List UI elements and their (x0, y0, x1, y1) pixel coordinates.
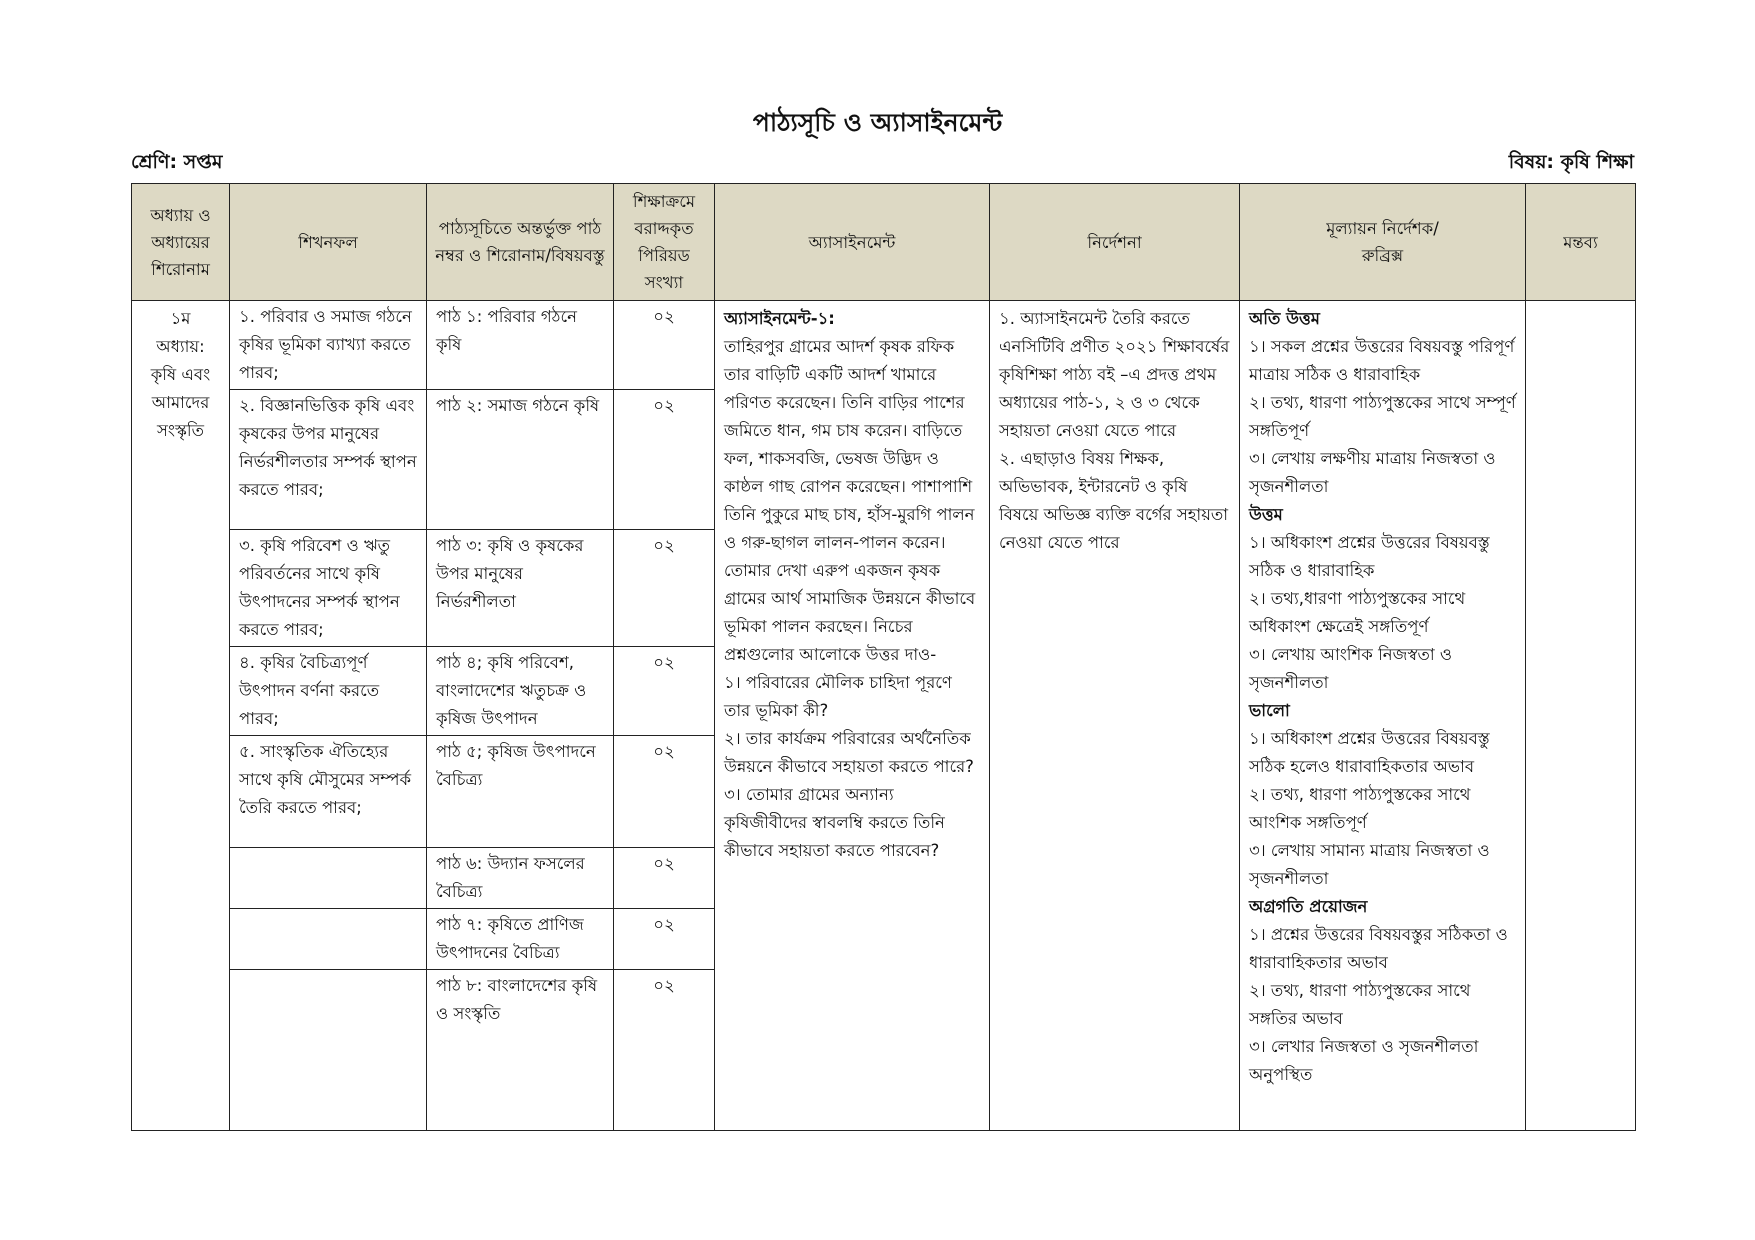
period-cell: ০২ (614, 970, 715, 1131)
lesson-cell: পাঠ ৬: উদ্যান ফসলের বৈচিত্র্য (427, 848, 614, 909)
header-rubric: মূল্যায়ন নির্দেশক/ রুব্রিক্স (1240, 184, 1526, 301)
outcome-cell: ৩. কৃষি পরিবেশ ও ঋতু পরিবর্তনের সাথে কৃষি উৎপাদনের সম্পর্ক স্থাপন করতে পারব; (230, 530, 427, 647)
rubric-criterion: ২। তথ্য,ধারণা পাঠ্যপুস্তকের সাথে অধিকাংশ ক্ষেত্রেই সঙ্গতিপূর্ণ (1249, 589, 1466, 636)
rubric-criterion: ১। অধিকাংশ প্রশ্নের উত্তরের বিষয়বস্তু সঠিক ও ধারাবাহিক (1249, 533, 1490, 580)
comment-cell (1526, 301, 1636, 1131)
rubric-level (1249, 893, 1516, 1089)
lesson-cell: পাঠ ৮: বাংলাদেশের কৃষি ও সংস্কৃতি (427, 970, 614, 1131)
instruction-cell: ১. অ্যাসাইনমেন্ট তৈরি করতে এনসিটিবি প্রণীত ২০২১ শিক্ষাবর্ষের কৃষিশিক্ষা পাঠ্য বই –এ প্রদত্ত প্রথম অধ্যায়ের পাঠ-১, ২ ও ৩ থেকে সহায়তা নেওয়া যেতে পারে ২. এছাড়াও বিষয় শিক্ষক, অভিভাবক, ইন্টারনেট ও কৃষি বিষয়ে অভিজ্ঞ ব্যক্তি বর্গের সহায়তা নেওয়া যেতে পারে (990, 301, 1240, 1131)
lesson-cell: পাঠ ২: সমাজ গঠনে কৃষি (427, 390, 614, 530)
outcome-cell (230, 848, 427, 909)
header-outcome: শিখনফল (230, 184, 427, 301)
period-cell: ০২ (614, 301, 715, 390)
assignment-heading: অ্যাসাইনমেন্ট-১: (724, 309, 835, 328)
period-cell: ০২ (614, 736, 715, 848)
page-title: পাঠ্যসূচি ও অ্যাসাইনমেন্ট (752, 108, 1003, 137)
outcome-cell: ৪. কৃষির বৈচিত্র্যপূর্ণ উৎপাদন বর্ণনা করতে পারব; (230, 647, 427, 736)
rubric-level (1249, 697, 1516, 893)
rubric-criterion: ২। তথ্য, ধারণা পাঠ্যপুস্তকের সাথে সঙ্গতির অভাব (1249, 981, 1471, 1028)
period-cell: ০২ (614, 530, 715, 647)
rubric-criterion: ৩। লেখায় সামান্য মাত্রায় নিজস্বতা ও সৃজনশীলতা (1249, 841, 1490, 888)
outcome-cell (230, 970, 427, 1131)
rubric-criterion: ৩। লেখায় আংশিক নিজস্বতা ও সৃজনশীলতা (1249, 645, 1452, 692)
period-cell: ০২ (614, 647, 715, 736)
period-cell: ০২ (614, 909, 715, 970)
outcome-cell: ২. বিজ্ঞানভিত্তিক কৃষি এবং কৃষকের উপর মানুষের নির্ভরশীলতার সম্পর্ক স্থাপন করতে পারব; (230, 390, 427, 530)
outcome-cell (230, 909, 427, 970)
rubric-level-title: অগ্রগতি প্রয়োজন (1249, 897, 1368, 916)
outcome-cell: ১. পরিবার ও সমাজ গঠনে কৃষির ভূমিকা ব্যাখ্যা করতে পারব; (230, 301, 427, 390)
header-assignment: অ্যাসাইনমেন্ট (715, 184, 990, 301)
table-header-row (132, 184, 1636, 301)
rubric-level (1249, 305, 1516, 501)
header-instruction: নির্দেশনা (990, 184, 1240, 301)
lesson-cell: পাঠ ৪; কৃষি পরিবেশ, বাংলাদেশের ঋতুচক্র ও কৃষিজ উৎপাদন (427, 647, 614, 736)
header-comment: মন্তব্য (1526, 184, 1636, 301)
rubric-criterion: ২। তথ্য, ধারণা পাঠ্যপুস্তকের সাথে সম্পূর্ণ সঙ্গতিপূর্ণ (1249, 393, 1516, 440)
rubric-level-title: অতি উত্তম (1249, 309, 1320, 328)
lesson-cell: পাঠ ৫; কৃষিজ উৎপাদনে বৈচিত্র্য (427, 736, 614, 848)
rubric-criterion: ১। প্রশ্নের উত্তরের বিষয়বস্তুর সঠিকতা ও ধারাবাহিকতার অভাব (1249, 925, 1508, 972)
chapter-cell: ১ম অধ্যায়: কৃষি এবং আমাদের সংস্কৃতি (132, 301, 230, 1131)
rubric-level-title: ভালো (1249, 701, 1290, 720)
period-cell: ০২ (614, 390, 715, 530)
rubric-level-title: উত্তম (1249, 505, 1283, 524)
lesson-cell: পাঠ ৭: কৃষিতে প্রাণিজ উৎপাদনের বৈচিত্র্য (427, 909, 614, 970)
table-row (132, 301, 1636, 390)
rubric-criterion: ৩। লেখার নিজস্বতা ও সৃজনশীলতা অনুপস্থিত (1249, 1037, 1479, 1084)
lesson-cell: পাঠ ৩: কৃষি ও কৃষকের উপর মানুষের নির্ভরশীলতা (427, 530, 614, 647)
header-chapter: অধ্যায় ও অধ্যায়ের শিরোনাম (132, 184, 230, 301)
rubric-criterion: ১। সকল প্রশ্নের উত্তরের বিষয়বস্তু পরিপূর্ণ মাত্রায় সঠিক ও ধারাবাহিক (1249, 337, 1515, 384)
class-label: শ্রেণি: সপ্তম (131, 151, 223, 173)
rubric-level (1249, 501, 1516, 697)
outcome-cell: ৫. সাংস্কৃতিক ঐতিহ্যের সাথে কৃষি মৌসুমের সম্পর্ক তৈরি করতে পারব; (230, 736, 427, 848)
subject-label: বিষয়: কৃষি শিক্ষা (1508, 151, 1634, 173)
header-lesson: পাঠ্যসূচিতে অন্তর্ভুক্ত পাঠ নম্বর ও শিরোনাম/বিষয়বস্তু (427, 184, 614, 301)
assignment-body: তাহিরপুর গ্রামের আদর্শ কৃষক রফিক তার বাড়িটি একটি আদর্শ খামারে পরিণত করেছেন। তিনি বাড়ির পাশের জমিতে ধান, গম চাষ করেন। বাড়িতে ফল, শাকসবজি, ভেষজ উদ্ভিদ ও কাষ্ঠল গাছ রোপন করেছেন। পাশাপাশি তিনি পুকুরে মাছ চাষ, হাঁস-মুরগি পালন ও গরু-ছাগল লালন-পালন করেন। তোমার দেখা এরুপ একজন কৃষক গ্রামের আর্থ সামাজিক উন্নয়নে কীভাবে ভূমিকা পালন করছেন। নিচের প্রশ্নগুলোর আলোকে উত্তর দাও- ১। পরিবারের মৌলিক চাহিদা পূরণে তার ভূমিকা কী? ২। তার কার্যক্রম পরিবারের অর্থনৈতিক উন্নয়নে কীভাবে সহায়তা করতে পারে? ৩। তোমার গ্রামের অন্যান্য কৃষিজীবীদের স্বাবলম্বি করতে তিনি কীভাবে সহায়তা করতে পারবেন? (724, 337, 976, 860)
assignment-cell (715, 301, 990, 1131)
period-cell: ০২ (614, 848, 715, 909)
rubric-cell (1240, 301, 1526, 1131)
rubric-criterion: ২। তথ্য, ধারণা পাঠ্যপুস্তকের সাথে আংশিক সঙ্গতিপূর্ণ (1249, 785, 1471, 832)
rubric-criterion: ১। অধিকাংশ প্রশ্নের উত্তরের বিষয়বস্তু সঠিক হলেও ধারাবাহিকতার অভাব (1249, 729, 1490, 776)
header-period: শিক্ষাক্রমে বরাদ্দকৃত পিরিয়ড সংখ্যা (614, 184, 715, 301)
rubric-criterion: ৩। লেখায় লক্ষণীয় মাত্রায় নিজস্বতা ও সৃজনশীলতা (1249, 449, 1496, 496)
syllabus-table (131, 183, 1636, 1131)
lesson-cell: পাঠ ১: পরিবার গঠনে কৃষি (427, 301, 614, 390)
